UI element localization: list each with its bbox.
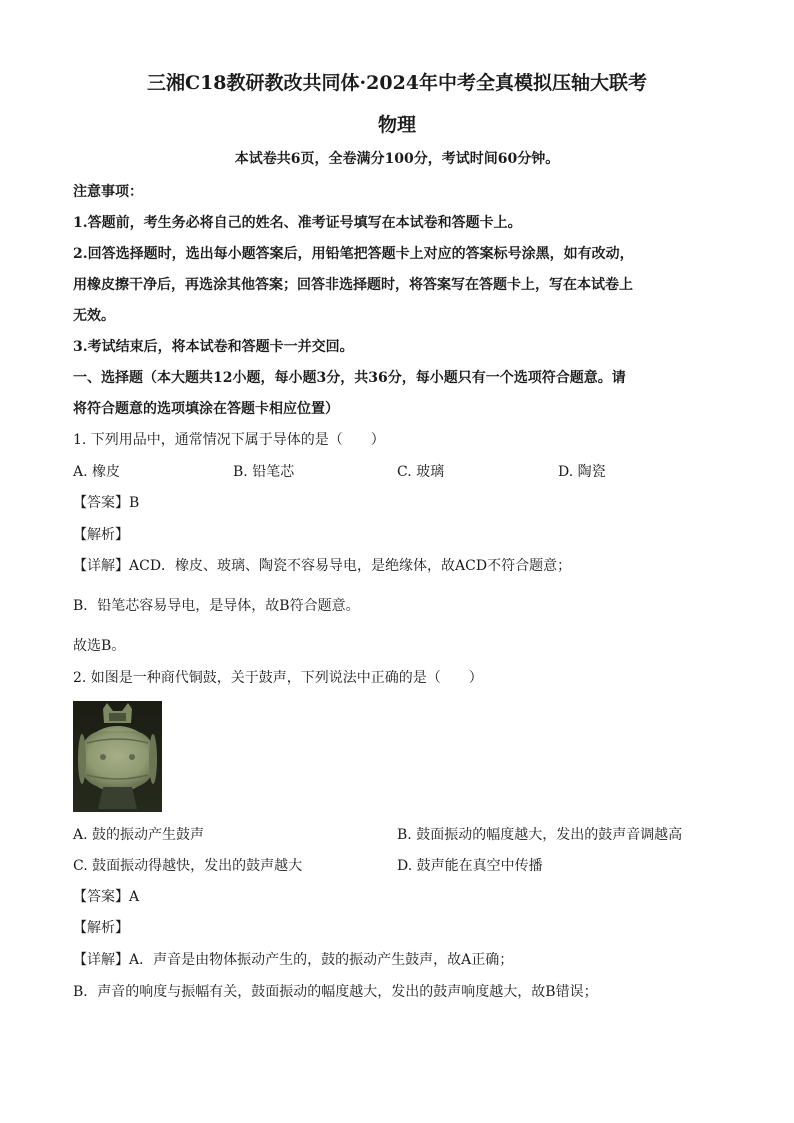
notes-item-2-line-3: 无效。 xyxy=(73,308,115,324)
q2-analysis-label: 【解析】 xyxy=(73,920,129,936)
q1-stem: 1. 下列用品中，通常情况下属于导体的是（ ） xyxy=(73,432,385,448)
q1-option-d: D. 陶瓷 xyxy=(558,464,606,480)
q1-option-b: B. 铅笔芯 xyxy=(233,464,295,480)
q1-conclusion: 故选B。 xyxy=(73,638,126,654)
section-1-heading-line-1: 一、选择题（本大题共12小题，每小题3分，共36分，每小题只有一个选项符合题意。请 xyxy=(73,370,626,386)
q1-option-c: C. 玻璃 xyxy=(397,464,445,480)
q1-answer: 【答案】B xyxy=(73,495,140,511)
q2-detail-2: B．声音的响度与振幅有关，鼓面振动的幅度越大，发出的鼓声响度越大，故B错误； xyxy=(73,984,598,1000)
notes-item-2-line-2: 用橡皮擦干净后，再选涂其他答案；回答非选择题时，将答案写在答题卡上，写在本试卷上 xyxy=(73,277,633,293)
bronze-drum-icon xyxy=(73,701,162,812)
q2-detail-1: 【详解】A．声音是由物体振动产生的，鼓的振动产生鼓声，故A正确； xyxy=(73,952,514,968)
exam-info: 本试卷共6页，全卷满分100分，考试时间60分钟。 xyxy=(234,151,560,167)
q2-option-a: A. 鼓的振动产生鼓声 xyxy=(73,827,205,843)
notes-item-3: 3.考试结束后，将本试卷和答题卡一并交回。 xyxy=(73,339,354,355)
q1-analysis-label: 【解析】 xyxy=(73,527,129,543)
notes-item-2-line-1: 2.回答选择题时，选出每小题答案后，用铅笔把答题卡上对应的答案标号涂黑，如有改动， xyxy=(73,246,634,262)
q2-option-c: C. 鼓面振动得越快，发出的鼓声越大 xyxy=(73,858,303,874)
q1-detail-2: B．铅笔芯容易导电，是导体，故B符合题意。 xyxy=(73,598,360,614)
subject-title: 物理 xyxy=(377,114,416,136)
q2-answer: 【答案】A xyxy=(73,889,140,905)
q2-option-d: D. 鼓声能在真空中传播 xyxy=(397,858,543,874)
notes-heading: 注意事项： xyxy=(73,184,143,200)
notes-item-1: 1.答题前，考生务必将自己的姓名、准考证号填写在本试卷和答题卡上。 xyxy=(73,215,522,231)
bronze-drum-image xyxy=(73,701,162,812)
q2-stem: 2. 如图是一种商代铜鼓，关于鼓声，下列说法中正确的是（ ） xyxy=(73,670,483,686)
q1-option-a: A. 橡皮 xyxy=(73,464,121,480)
q2-option-b: B. 鼓面振动的幅度越大，发出的鼓声音调越高 xyxy=(397,827,683,843)
section-1-heading-line-2: 将符合题意的选项填涂在答题卡相应位置） xyxy=(73,401,339,417)
q1-detail-1: 【详解】ACD．橡皮、玻璃、陶瓷不容易导电，是绝缘体，故ACD不符合题意； xyxy=(73,558,572,574)
exam-title: 三湘C18教研教改共同体·2024年中考全真模拟压轴大联考 xyxy=(146,72,648,94)
